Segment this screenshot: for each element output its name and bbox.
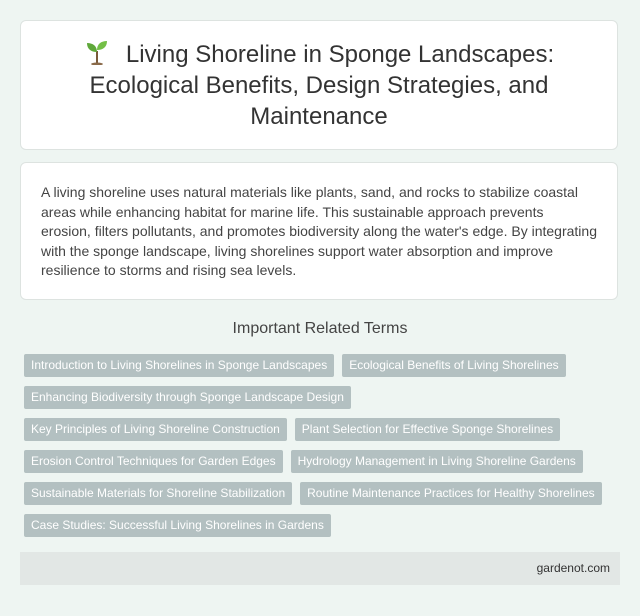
footer (20, 552, 620, 585)
related-term-tag[interactable]: Erosion Control Techniques for Garden Edges (24, 450, 283, 473)
related-term-tag[interactable]: Enhancing Biodiversity through Sponge Landscape Design (24, 386, 351, 409)
related-term-tag[interactable]: Routine Maintenance Practices for Healthy Shorelines (300, 482, 601, 505)
related-term-tag[interactable]: Case Studies: Successful Living Shorelines in Gardens (24, 514, 331, 537)
related-term-tag[interactable]: Sustainable Materials for Shoreline Stabilization (24, 482, 292, 505)
sprout-icon (84, 39, 110, 65)
intro-paragraph: A living shoreline uses natural materials like plants, sand, and rocks to stabilize coastal areas while enhancing habitat for marine life. This sustainable approach prevents erosion, filters pollutants, and promotes biodiversity along the water's edge. By integrating with the sponge landscape, living shorelines support water absorption and improve resilience to storms and rising sea levels. (41, 184, 597, 278)
footer-site-link[interactable]: gardenot.com (536, 561, 610, 575)
intro-card (20, 162, 618, 300)
related-term-tag[interactable]: Plant Selection for Effective Sponge Shorelines (295, 418, 560, 441)
related-term-tag[interactable]: Hydrology Management in Living Shoreline Gardens (291, 450, 583, 473)
page-title-text: Living Shoreline in Sponge Landscapes: Ecological Benefits, Design Strategies, and Maintenance (89, 40, 555, 130)
related-terms-list (24, 354, 620, 537)
title-card (20, 20, 618, 150)
related-term-tag[interactable]: Ecological Benefits of Living Shorelines (342, 354, 565, 377)
page-title (61, 39, 577, 132)
related-term-tag[interactable]: Introduction to Living Shorelines in Sponge Landscapes (24, 354, 334, 377)
related-term-tag[interactable]: Key Principles of Living Shoreline Construction (24, 418, 287, 441)
related-terms-heading: Important Related Terms (232, 320, 408, 337)
